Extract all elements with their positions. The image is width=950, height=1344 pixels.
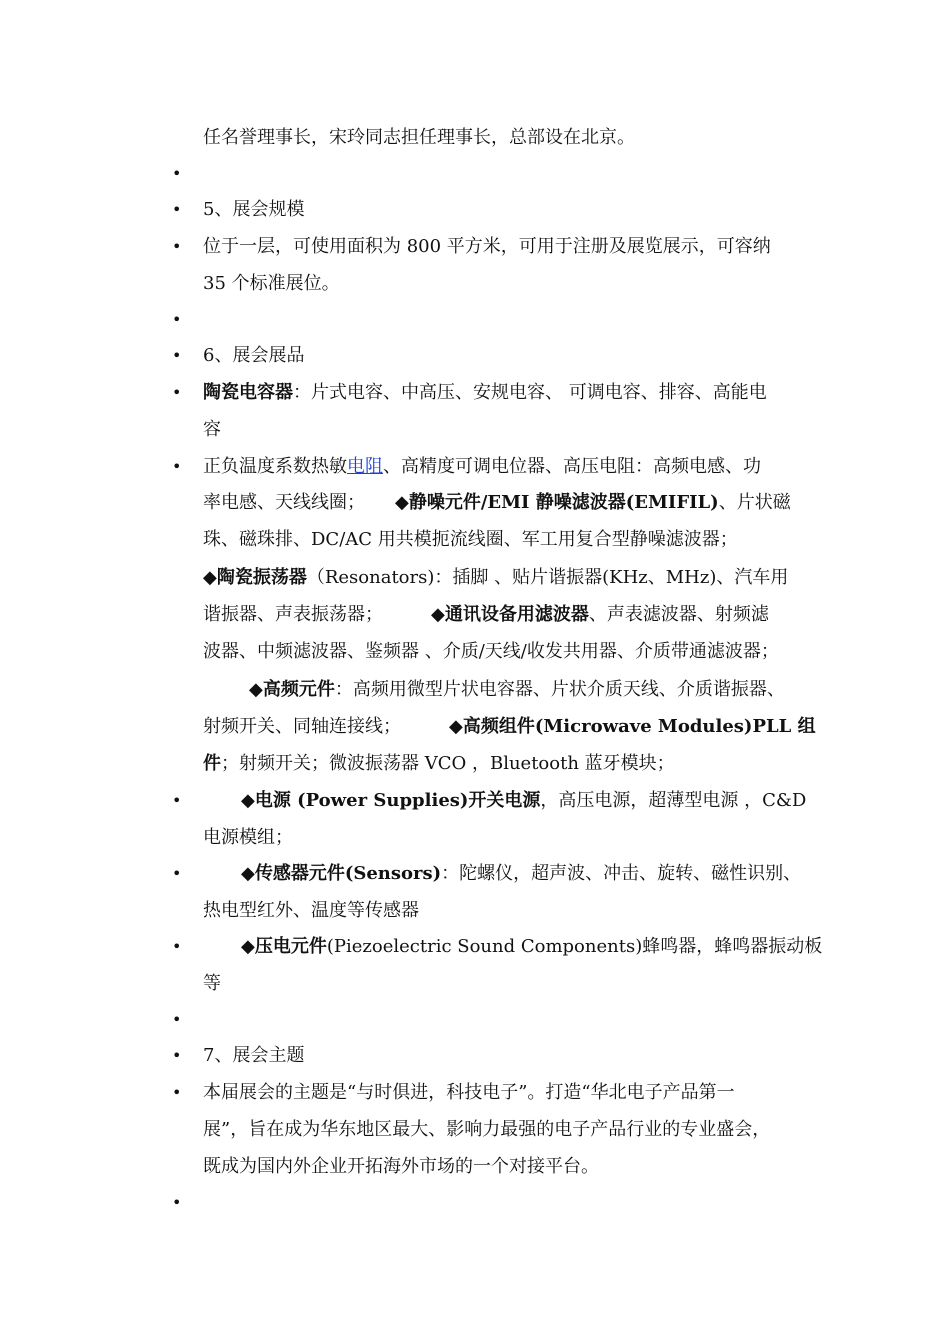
paragraph-line: 展”，旨在成为华东地区最大、影响力最强的电子产品行业的专业盛会， — [203, 1119, 771, 1140]
paragraph-line: 位于一层，可使用面积为 800 平方米，可用于注册及展览展示，可容纳 — [203, 236, 771, 257]
text-run: 、高精度可调电位器、高压电阻：高频电感、功 — [383, 456, 761, 477]
text-run: 率电感、天线线圈； — [203, 492, 365, 513]
text-run: ，高压电源，超薄型电源 ，C&D — [540, 790, 807, 811]
paragraph-line: 容 — [203, 419, 221, 440]
paragraph-line: 波器、中频滤波器、鉴频器 、介质/天线/收发共用器、介质带通滤波器； — [203, 641, 779, 662]
list-bullet: • — [172, 383, 182, 402]
paragraph-line: 等 — [203, 973, 221, 994]
list-bullet: • — [172, 864, 182, 883]
bold-term: ◆压电元件 — [241, 936, 327, 957]
bold-term: ◆高频组件(Microwave Modules)PLL 组 — [449, 716, 816, 737]
bold-term: ◆传感器元件(Sensors) — [241, 863, 442, 884]
paragraph-line — [203, 491, 823, 515]
text-run: 、片状磁 — [718, 492, 791, 513]
bold-term: 件 — [203, 753, 221, 774]
list-bullet: • — [172, 310, 182, 329]
list-bullet: • — [172, 1083, 182, 1102]
list-bullet: • — [172, 237, 182, 256]
text-run: 正负温度系数热敏 — [203, 456, 347, 477]
paragraph-line: 电源模组； — [203, 827, 293, 848]
list-bullet: • — [172, 937, 182, 956]
text-run: (Piezoelectric Sound Components)蜂鸣器，蜂鸣器振动板 — [326, 936, 823, 957]
text-run: 、声表滤波器、射频滤 — [588, 604, 769, 625]
list-bullet: • — [172, 346, 182, 365]
paragraph-line — [203, 566, 823, 590]
list-bullet: • — [172, 791, 182, 810]
resistor-link[interactable]: 电阻 — [347, 456, 383, 477]
paragraph-line: 35 个标准展位。 — [203, 273, 340, 294]
bold-term: ◆陶瓷振荡器 — [203, 567, 307, 588]
bold-term: ◆电源 (Power Supplies)开关电源 — [241, 790, 541, 811]
paragraph-line — [203, 678, 823, 702]
paragraph-line — [203, 715, 823, 739]
text-run: ：片式电容、中高压、安规电容、 可调电容、排容、高能电 — [293, 382, 767, 403]
paragraph-line — [203, 455, 823, 479]
paragraph-line: 珠、磁珠排、DC/AC 用共模扼流线圈、军工用复合型静噪滤波器； — [203, 529, 738, 550]
list-bullet: • — [172, 200, 182, 219]
bold-term: 陶瓷电容器 — [203, 382, 293, 403]
section-heading-exhibits: 6、展会展品 — [203, 345, 305, 366]
list-bullet: • — [172, 457, 182, 476]
paragraph-line: 任名誉理事长，宋玲同志担任理事长，总部设在北京。 — [203, 127, 635, 148]
paragraph-line — [203, 381, 823, 405]
list-bullet: • — [172, 1193, 182, 1212]
paragraph-line — [203, 789, 823, 813]
text-run: 谐振器、声表振荡器； — [203, 604, 383, 625]
bold-term: ◆静噪元件/EMI 静噪滤波器(EMIFIL) — [395, 492, 719, 513]
list-bullet: • — [172, 164, 182, 183]
paragraph-line — [203, 862, 823, 886]
paragraph-line: 热电型红外、温度等传感器 — [203, 900, 419, 921]
text-run: ；射频开关；微波振荡器 VCO ，Bluetooth 蓝牙模块； — [221, 753, 675, 774]
bold-term: ◆通讯设备用滤波器 — [431, 604, 589, 625]
paragraph-line — [203, 603, 823, 627]
paragraph-line: 本届展会的主题是“与时俱进，科技电子”。打造“华北电子产品第一 — [203, 1082, 735, 1103]
text-run: （Resonators)：插脚 、贴片谐振器(KHz、MHz)、汽车用 — [306, 567, 789, 588]
text-run: ：高频用微型片状电容器、片状介质天线、介质谐振器、 — [334, 679, 785, 700]
paragraph-line — [203, 752, 823, 776]
list-bullet: • — [172, 1010, 182, 1029]
bold-term: ◆高频元件 — [249, 679, 335, 700]
paragraph-line: 既成为国内外企业开拓海外市场的一个对接平台。 — [203, 1156, 599, 1177]
section-heading-scale: 5、展会规模 — [203, 199, 305, 220]
text-run: 射频开关、同轴连接线； — [203, 716, 401, 737]
text-run: ：陀螺仪，超声波、冲击、旋转、磁性识别、 — [441, 863, 802, 884]
section-heading-theme: 7、展会主题 — [203, 1045, 305, 1066]
list-bullet: • — [172, 1046, 182, 1065]
paragraph-line — [203, 935, 823, 959]
